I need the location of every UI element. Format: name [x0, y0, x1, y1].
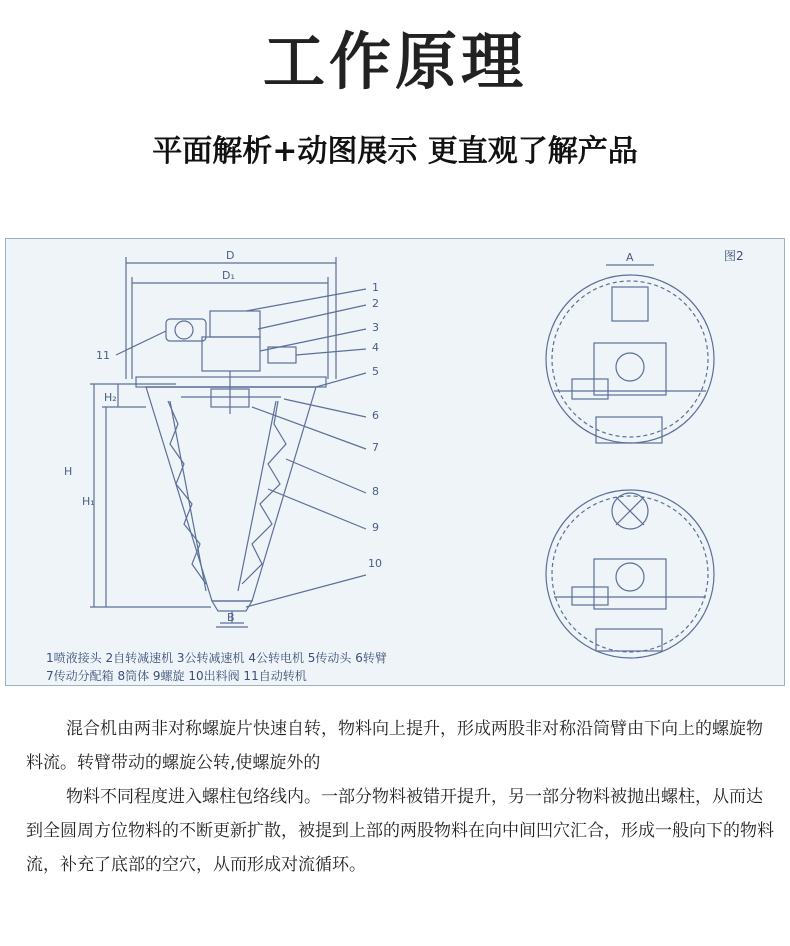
svg-text:8: 8 — [372, 485, 379, 498]
svg-text:4: 4 — [372, 341, 379, 354]
top-flange — [136, 377, 326, 387]
svg-text:7: 7 — [372, 441, 379, 454]
svg-text:6: 6 — [372, 409, 379, 422]
svg-text:2: 2 — [372, 297, 379, 310]
label-a: A — [626, 251, 634, 264]
page-title: 工作原理 — [262, 25, 527, 98]
label-h2: H₂ — [104, 391, 117, 404]
technical-drawing — [5, 238, 785, 686]
figure-label: 图2 — [724, 249, 744, 263]
svg-text:1: 1 — [372, 281, 379, 294]
svg-text:11: 11 — [96, 349, 110, 362]
top-view-lower — [546, 490, 714, 658]
revolution-motor — [268, 347, 296, 363]
upper-port — [612, 287, 648, 321]
top-view-upper — [546, 275, 714, 443]
outlet-valve — [212, 601, 252, 611]
motor-head — [210, 311, 260, 337]
svg-text:9: 9 — [372, 521, 379, 534]
legend-line-2: 7传动分配箱 8筒体 9螺旋 10出料阀 11自动转机 — [46, 669, 307, 683]
label-d: D — [226, 249, 235, 262]
label-b: B — [227, 611, 235, 624]
svg-text:10: 10 — [368, 557, 382, 570]
svg-text:5: 5 — [372, 365, 379, 378]
gear-box — [202, 337, 260, 371]
description-paragraph-2: 物料不同程度进入螺柱包络线内。一部分物料被错开提升，另一部分物料被抛出螺柱，从而达到全圆周方位物料的不断更新扩散，被提到上部的两股物料在向中间凹穴汇合，形成一般向下的物料流，补充了底部的空穴，从而形成对流循环。 — [26, 787, 774, 875]
label-h1: H₁ — [82, 495, 95, 508]
description — [26, 712, 774, 882]
svg-text:3: 3 — [372, 321, 379, 334]
auto-rotor — [166, 319, 206, 341]
drawing-svg — [6, 239, 784, 685]
right-screw — [242, 401, 286, 584]
legend-line-1: 1喷液接头 2自转减速机 3公转减速机 4公转电机 5传动头 6转臂 — [46, 651, 387, 665]
label-h: H — [64, 465, 73, 478]
page-subtitle: 平面解析+动图展示 更直观了解产品 — [152, 134, 638, 169]
description-paragraph-1: 混合机由两非对称螺旋片快速自转，物料向上提升，形成两股非对称沿筒臂由下向上的螺旋物料流。转臂带动的螺旋公转,使螺旋外的 — [26, 719, 763, 773]
label-d1: D₁ — [222, 269, 235, 282]
cone-body — [146, 387, 316, 601]
